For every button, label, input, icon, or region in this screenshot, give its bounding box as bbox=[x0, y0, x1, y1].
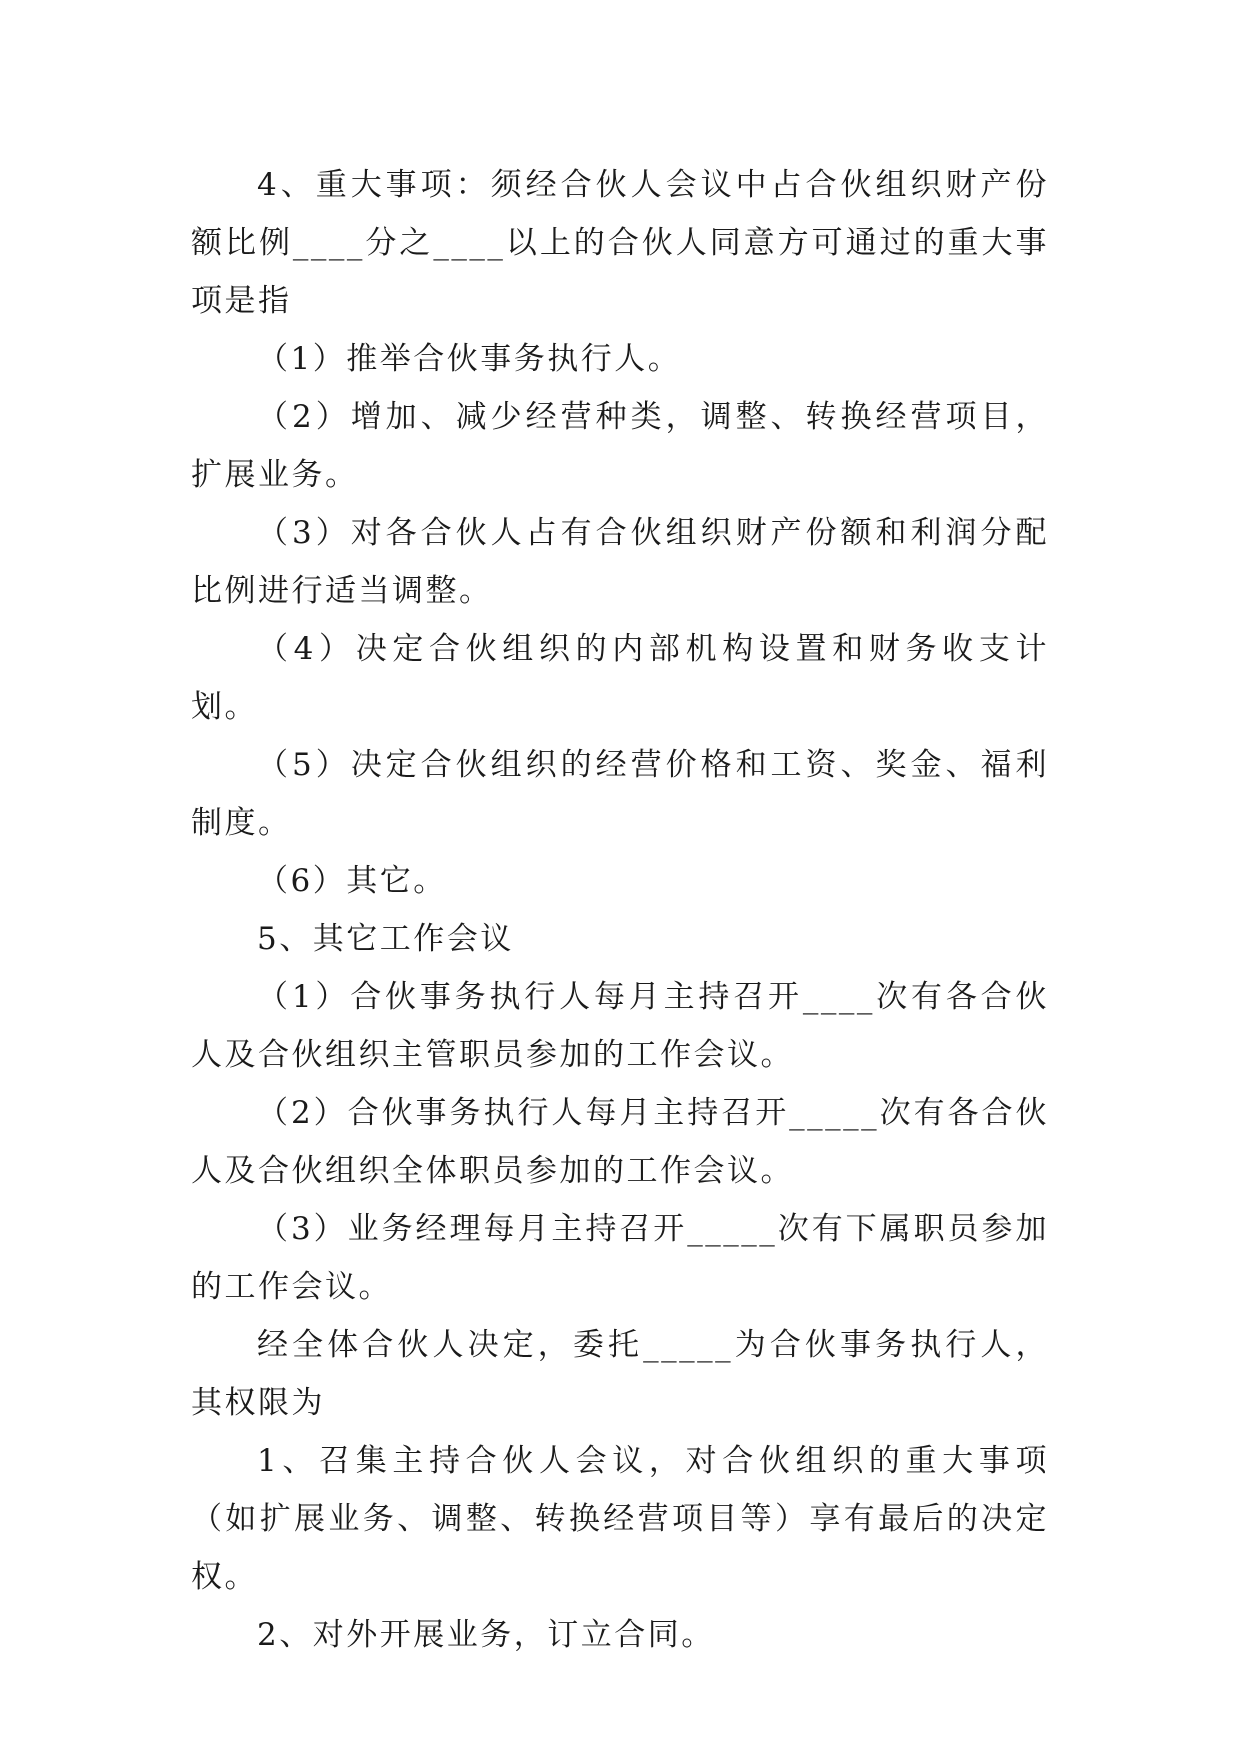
list-item-internal-structure: （4）决定合伙组织的内部机构设置和财务收支计划。 bbox=[191, 631, 1049, 725]
paragraph-major-matters: 4、重大事项：须经合伙人会议中占合伙组织财产份额比例____分之____以上的合伙人同意方可通过的重大事项是指 bbox=[191, 167, 1049, 319]
list-item-partner-meeting: （1）合伙事务执行人每月主持召开____次有各合伙人及合伙组织主管职员参加的工作会议。 bbox=[191, 979, 1049, 1073]
list-item-pricing-wages: （5）决定合伙组织的经营价格和工资、奖金、福利制度。 bbox=[191, 747, 1049, 841]
list-item-manager-meeting: （3）业务经理每月主持召开_____次有下属职员参加的工作会议。 bbox=[191, 1211, 1049, 1305]
document-body bbox=[191, 156, 1049, 1664]
paragraph-other-meetings: 5、其它工作会议 bbox=[257, 921, 514, 957]
list-item-convene-meetings: 1、召集主持合伙人会议，对合伙组织的重大事项（如扩展业务、调整、转换经营项目等）享有最后的决定权。 bbox=[191, 1443, 1049, 1595]
list-item-share-adjustment: （3）对各合伙人占有合伙组织财产份额和利润分配比例进行适当调整。 bbox=[191, 515, 1049, 609]
list-item-other: （6）其它。 bbox=[257, 863, 447, 899]
list-item-elect-executor: （1）推举合伙事务执行人。 bbox=[257, 341, 682, 377]
list-item-external-business: 2、对外开展业务，订立合同。 bbox=[257, 1617, 715, 1653]
list-item-business-scope: （2）增加、减少经营种类，调整、转换经营项目，扩展业务。 bbox=[191, 399, 1049, 493]
paragraph-delegation: 经全体合伙人决定，委托_____为合伙事务执行人，其权限为 bbox=[191, 1327, 1049, 1421]
list-item-all-staff-meeting: （2）合伙事务执行人每月主持召开_____次有各合伙人及合伙组织全体职员参加的工作会议。 bbox=[191, 1095, 1049, 1189]
